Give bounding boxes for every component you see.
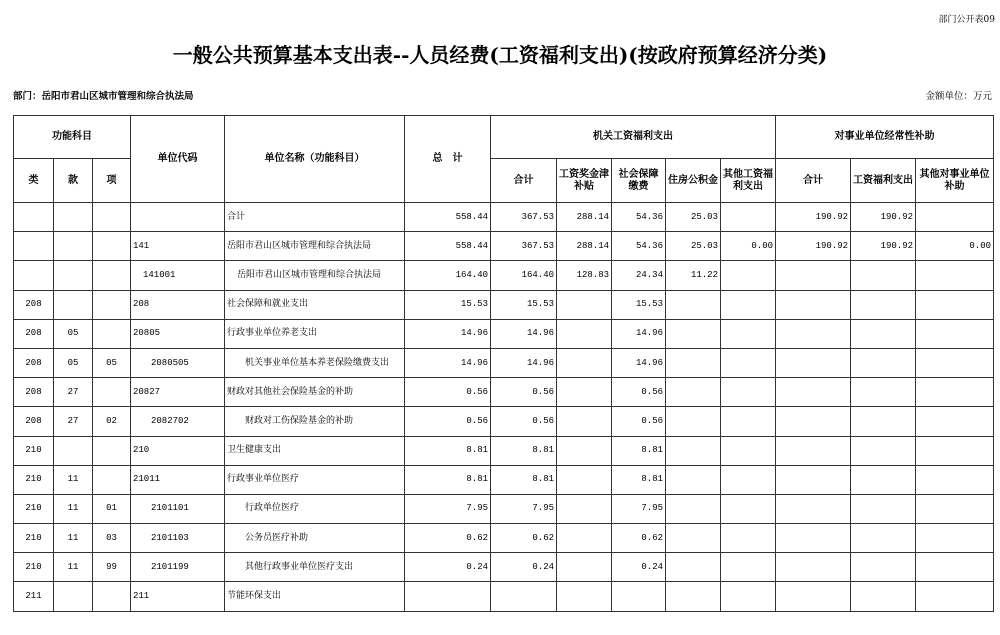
cell-org-other-welfare bbox=[721, 494, 776, 523]
cell-unit-name: 岳阳市君山区城市管理和综合执法局 bbox=[225, 232, 405, 261]
cell-item: 99 bbox=[93, 553, 131, 582]
cell-unit-code bbox=[131, 203, 225, 232]
cell-section bbox=[54, 290, 93, 319]
cell-total: 15.53 bbox=[405, 290, 491, 319]
cell-org-subtotal: 15.53 bbox=[491, 290, 557, 319]
cell-inst-other-subsidy bbox=[916, 436, 994, 465]
table-row bbox=[14, 407, 994, 436]
table-row bbox=[14, 553, 994, 582]
cell-inst-other-subsidy bbox=[916, 494, 994, 523]
cell-org-salary-allowance bbox=[557, 348, 612, 377]
cell-org-salary-allowance bbox=[557, 436, 612, 465]
cell-total: 558.44 bbox=[405, 232, 491, 261]
header-inst-subtotal: 合计 bbox=[776, 159, 851, 203]
cell-inst-welfare bbox=[851, 348, 916, 377]
cell-org-housing-fund: 11.22 bbox=[666, 261, 721, 290]
cell-inst-welfare bbox=[851, 378, 916, 407]
header-function-subject: 功能科目 bbox=[14, 116, 131, 159]
cell-org-salary-allowance bbox=[557, 407, 612, 436]
cell-category bbox=[14, 232, 54, 261]
table-row bbox=[14, 582, 994, 611]
cell-item: 03 bbox=[93, 524, 131, 553]
cell-section: 11 bbox=[54, 494, 93, 523]
cell-section: 11 bbox=[54, 524, 93, 553]
cell-total: 7.95 bbox=[405, 494, 491, 523]
cell-unit-code: 20827 bbox=[131, 378, 225, 407]
cell-item bbox=[93, 290, 131, 319]
cell-org-social-security bbox=[612, 582, 666, 611]
cell-inst-welfare bbox=[851, 553, 916, 582]
cell-unit-name: 公务员医疗补助 bbox=[225, 524, 405, 553]
cell-inst-other-subsidy bbox=[916, 290, 994, 319]
cell-section bbox=[54, 203, 93, 232]
cell-unit-code: 2082702 bbox=[131, 407, 225, 436]
cell-category bbox=[14, 261, 54, 290]
cell-unit-code: 2101101 bbox=[131, 494, 225, 523]
cell-org-subtotal: 8.81 bbox=[491, 436, 557, 465]
cell-total: 8.81 bbox=[405, 436, 491, 465]
cell-unit-code: 210 bbox=[131, 436, 225, 465]
cell-category: 208 bbox=[14, 348, 54, 377]
cell-unit-name: 节能环保支出 bbox=[225, 582, 405, 611]
cell-org-housing-fund bbox=[666, 465, 721, 494]
cell-inst-welfare bbox=[851, 582, 916, 611]
cell-unit-name: 行政事业单位医疗 bbox=[225, 465, 405, 494]
cell-org-salary-allowance bbox=[557, 494, 612, 523]
cell-org-salary-allowance bbox=[557, 465, 612, 494]
cell-category: 210 bbox=[14, 436, 54, 465]
header-row-top bbox=[14, 116, 994, 159]
cell-org-other-welfare bbox=[721, 553, 776, 582]
cell-org-other-welfare bbox=[721, 582, 776, 611]
cell-total: 0.56 bbox=[405, 407, 491, 436]
cell-section: 27 bbox=[54, 407, 93, 436]
cell-org-social-security: 7.95 bbox=[612, 494, 666, 523]
cell-unit-name: 机关事业单位基本养老保险缴费支出 bbox=[225, 348, 405, 377]
cell-unit-code: 208 bbox=[131, 290, 225, 319]
cell-org-subtotal: 367.53 bbox=[491, 203, 557, 232]
cell-inst-subtotal bbox=[776, 524, 851, 553]
cell-inst-subtotal bbox=[776, 465, 851, 494]
cell-inst-subtotal: 190.92 bbox=[776, 203, 851, 232]
cell-unit-name: 行政单位医疗 bbox=[225, 494, 405, 523]
header-section: 款 bbox=[54, 159, 93, 203]
cell-org-social-security: 8.81 bbox=[612, 465, 666, 494]
cell-org-salary-allowance bbox=[557, 290, 612, 319]
cell-org-housing-fund bbox=[666, 494, 721, 523]
cell-inst-other-subsidy bbox=[916, 319, 994, 348]
cell-inst-other-subsidy bbox=[916, 348, 994, 377]
cell-org-housing-fund bbox=[666, 436, 721, 465]
cell-org-subtotal bbox=[491, 582, 557, 611]
cell-section: 05 bbox=[54, 348, 93, 377]
cell-inst-other-subsidy: 0.00 bbox=[916, 232, 994, 261]
header-category: 类 bbox=[14, 159, 54, 203]
table-row bbox=[14, 465, 994, 494]
cell-org-salary-allowance bbox=[557, 378, 612, 407]
cell-org-other-welfare bbox=[721, 436, 776, 465]
cell-section bbox=[54, 436, 93, 465]
cell-section: 11 bbox=[54, 553, 93, 582]
cell-section bbox=[54, 232, 93, 261]
cell-inst-other-subsidy bbox=[916, 465, 994, 494]
cell-org-subtotal: 0.24 bbox=[491, 553, 557, 582]
cell-org-social-security: 0.62 bbox=[612, 524, 666, 553]
cell-org-subtotal: 0.62 bbox=[491, 524, 557, 553]
cell-unit-name: 财政对其他社会保险基金的补助 bbox=[225, 378, 405, 407]
cell-item bbox=[93, 261, 131, 290]
cell-org-other-welfare bbox=[721, 407, 776, 436]
cell-inst-subtotal bbox=[776, 494, 851, 523]
cell-total: 164.40 bbox=[405, 261, 491, 290]
cell-item: 01 bbox=[93, 494, 131, 523]
cell-org-other-welfare bbox=[721, 348, 776, 377]
cell-item: 02 bbox=[93, 407, 131, 436]
header-unit-name: 单位名称（功能科目） bbox=[225, 116, 405, 203]
header-inst-subsidy-group: 对事业单位经常性补助 bbox=[776, 116, 994, 159]
cell-category: 210 bbox=[14, 553, 54, 582]
cell-inst-welfare bbox=[851, 465, 916, 494]
cell-inst-subtotal bbox=[776, 319, 851, 348]
cell-inst-subtotal bbox=[776, 407, 851, 436]
cell-item bbox=[93, 319, 131, 348]
table-row bbox=[14, 290, 994, 319]
cell-inst-welfare bbox=[851, 319, 916, 348]
cell-category: 208 bbox=[14, 319, 54, 348]
table-row bbox=[14, 436, 994, 465]
cell-total: 0.56 bbox=[405, 378, 491, 407]
cell-unit-code: 2080505 bbox=[131, 348, 225, 377]
budget-table bbox=[13, 115, 994, 612]
cell-item bbox=[93, 203, 131, 232]
cell-org-other-welfare bbox=[721, 261, 776, 290]
cell-org-social-security: 14.96 bbox=[612, 319, 666, 348]
header-org-other-welfare: 其他工资福利支出 bbox=[721, 159, 776, 203]
cell-unit-code: 141001 bbox=[131, 261, 225, 290]
document-number: 部门公开表09 bbox=[938, 15, 995, 25]
amount-unit-label: 金额单位：万元 bbox=[925, 91, 992, 102]
table-row bbox=[14, 348, 994, 377]
cell-unit-code: 2101199 bbox=[131, 553, 225, 582]
cell-org-social-security: 8.81 bbox=[612, 436, 666, 465]
table-row bbox=[14, 261, 994, 290]
cell-inst-welfare bbox=[851, 436, 916, 465]
cell-unit-name: 岳阳市君山区城市管理和综合执法局 bbox=[225, 261, 405, 290]
cell-total: 8.81 bbox=[405, 465, 491, 494]
cell-unit-code: 2101103 bbox=[131, 524, 225, 553]
header-inst-other-subsidy: 其他对事业单位补助 bbox=[916, 159, 994, 203]
cell-inst-welfare bbox=[851, 407, 916, 436]
cell-org-housing-fund bbox=[666, 553, 721, 582]
cell-inst-subtotal bbox=[776, 290, 851, 319]
cell-inst-subtotal bbox=[776, 378, 851, 407]
table-row-grand-total bbox=[14, 203, 994, 232]
cell-inst-other-subsidy bbox=[916, 261, 994, 290]
cell-org-salary-allowance: 288.14 bbox=[557, 203, 612, 232]
cell-org-subtotal: 0.56 bbox=[491, 378, 557, 407]
header-total: 总 计 bbox=[405, 116, 491, 203]
cell-org-housing-fund bbox=[666, 407, 721, 436]
cell-unit-name: 合计 bbox=[225, 203, 405, 232]
cell-item: 05 bbox=[93, 348, 131, 377]
cell-org-housing-fund bbox=[666, 582, 721, 611]
cell-category: 210 bbox=[14, 494, 54, 523]
cell-inst-subtotal bbox=[776, 348, 851, 377]
header-org-housing-fund: 住房公积金 bbox=[666, 159, 721, 203]
header-org-welfare-group: 机关工资福利支出 bbox=[491, 116, 776, 159]
cell-org-other-welfare bbox=[721, 203, 776, 232]
cell-inst-welfare bbox=[851, 261, 916, 290]
cell-unit-name: 卫生健康支出 bbox=[225, 436, 405, 465]
cell-item bbox=[93, 436, 131, 465]
cell-inst-subtotal bbox=[776, 261, 851, 290]
cell-org-subtotal: 14.96 bbox=[491, 348, 557, 377]
cell-org-subtotal: 14.96 bbox=[491, 319, 557, 348]
cell-org-other-welfare bbox=[721, 524, 776, 553]
cell-org-salary-allowance: 288.14 bbox=[557, 232, 612, 261]
cell-org-other-welfare: 0.00 bbox=[721, 232, 776, 261]
cell-org-housing-fund bbox=[666, 378, 721, 407]
header-inst-welfare: 工资福利支出 bbox=[851, 159, 916, 203]
cell-org-salary-allowance bbox=[557, 319, 612, 348]
cell-total: 558.44 bbox=[405, 203, 491, 232]
cell-item bbox=[93, 582, 131, 611]
cell-total: 0.62 bbox=[405, 524, 491, 553]
cell-inst-subtotal: 190.92 bbox=[776, 232, 851, 261]
cell-org-subtotal: 367.53 bbox=[491, 232, 557, 261]
department-label: 部门：岳阳市君山区城市管理和综合执法局 bbox=[13, 91, 194, 102]
table-header bbox=[14, 116, 994, 203]
cell-unit-name: 行政事业单位养老支出 bbox=[225, 319, 405, 348]
cell-org-housing-fund bbox=[666, 524, 721, 553]
cell-org-social-security: 0.56 bbox=[612, 378, 666, 407]
cell-section bbox=[54, 261, 93, 290]
cell-item bbox=[93, 378, 131, 407]
header-org-subtotal: 合计 bbox=[491, 159, 557, 203]
table-row bbox=[14, 524, 994, 553]
header-unit-code: 单位代码 bbox=[131, 116, 225, 203]
cell-inst-other-subsidy bbox=[916, 407, 994, 436]
cell-org-housing-fund: 25.03 bbox=[666, 232, 721, 261]
table-row bbox=[14, 319, 994, 348]
table-row bbox=[14, 494, 994, 523]
cell-category: 210 bbox=[14, 524, 54, 553]
cell-org-subtotal: 8.81 bbox=[491, 465, 557, 494]
cell-org-housing-fund bbox=[666, 348, 721, 377]
cell-category: 208 bbox=[14, 407, 54, 436]
cell-org-housing-fund bbox=[666, 290, 721, 319]
cell-org-other-welfare bbox=[721, 290, 776, 319]
cell-category: 211 bbox=[14, 582, 54, 611]
cell-category: 208 bbox=[14, 290, 54, 319]
cell-org-salary-allowance bbox=[557, 582, 612, 611]
cell-section: 05 bbox=[54, 319, 93, 348]
cell-org-social-security: 0.56 bbox=[612, 407, 666, 436]
cell-inst-other-subsidy bbox=[916, 378, 994, 407]
cell-category: 208 bbox=[14, 378, 54, 407]
cell-inst-welfare bbox=[851, 524, 916, 553]
cell-unit-name: 其他行政事业单位医疗支出 bbox=[225, 553, 405, 582]
cell-inst-other-subsidy bbox=[916, 582, 994, 611]
cell-org-salary-allowance bbox=[557, 553, 612, 582]
cell-org-housing-fund: 25.03 bbox=[666, 203, 721, 232]
table-row bbox=[14, 378, 994, 407]
cell-org-social-security: 54.36 bbox=[612, 203, 666, 232]
page-title: 一般公共预算基本支出表--人员经费(工资福利支出)(按政府预算经济分类) bbox=[172, 43, 828, 67]
header-item: 项 bbox=[93, 159, 131, 203]
cell-inst-other-subsidy bbox=[916, 553, 994, 582]
cell-inst-welfare: 190.92 bbox=[851, 203, 916, 232]
header-org-social-security: 社会保障缴费 bbox=[612, 159, 666, 203]
cell-inst-subtotal bbox=[776, 582, 851, 611]
cell-org-social-security: 54.36 bbox=[612, 232, 666, 261]
cell-section bbox=[54, 582, 93, 611]
cell-org-subtotal: 0.56 bbox=[491, 407, 557, 436]
cell-inst-welfare: 190.92 bbox=[851, 232, 916, 261]
cell-org-subtotal: 164.40 bbox=[491, 261, 557, 290]
table-body bbox=[14, 203, 994, 612]
cell-total: 14.96 bbox=[405, 319, 491, 348]
cell-inst-other-subsidy bbox=[916, 524, 994, 553]
cell-org-housing-fund bbox=[666, 319, 721, 348]
cell-unit-code: 211 bbox=[131, 582, 225, 611]
cell-org-salary-allowance bbox=[557, 524, 612, 553]
cell-org-other-welfare bbox=[721, 465, 776, 494]
cell-org-social-security: 24.34 bbox=[612, 261, 666, 290]
cell-org-salary-allowance: 128.83 bbox=[557, 261, 612, 290]
cell-item bbox=[93, 465, 131, 494]
table-row bbox=[14, 232, 994, 261]
cell-unit-name: 社会保障和就业支出 bbox=[225, 290, 405, 319]
cell-category bbox=[14, 203, 54, 232]
cell-total: 0.24 bbox=[405, 553, 491, 582]
cell-category: 210 bbox=[14, 465, 54, 494]
cell-total: 14.96 bbox=[405, 348, 491, 377]
cell-inst-welfare bbox=[851, 290, 916, 319]
cell-inst-subtotal bbox=[776, 553, 851, 582]
cell-org-subtotal: 7.95 bbox=[491, 494, 557, 523]
cell-section: 27 bbox=[54, 378, 93, 407]
cell-unit-code: 141 bbox=[131, 232, 225, 261]
cell-unit-name: 财政对工伤保险基金的补助 bbox=[225, 407, 405, 436]
cell-inst-other-subsidy bbox=[916, 203, 994, 232]
cell-org-social-security: 15.53 bbox=[612, 290, 666, 319]
cell-org-social-security: 0.24 bbox=[612, 553, 666, 582]
cell-inst-subtotal bbox=[776, 436, 851, 465]
cell-unit-code: 21011 bbox=[131, 465, 225, 494]
cell-item bbox=[93, 232, 131, 261]
cell-org-other-welfare bbox=[721, 319, 776, 348]
header-org-salary-allowance: 工资奖金津补贴 bbox=[557, 159, 612, 203]
cell-total bbox=[405, 582, 491, 611]
cell-unit-code: 20805 bbox=[131, 319, 225, 348]
cell-inst-welfare bbox=[851, 494, 916, 523]
cell-section: 11 bbox=[54, 465, 93, 494]
cell-org-social-security: 14.96 bbox=[612, 348, 666, 377]
cell-org-other-welfare bbox=[721, 378, 776, 407]
